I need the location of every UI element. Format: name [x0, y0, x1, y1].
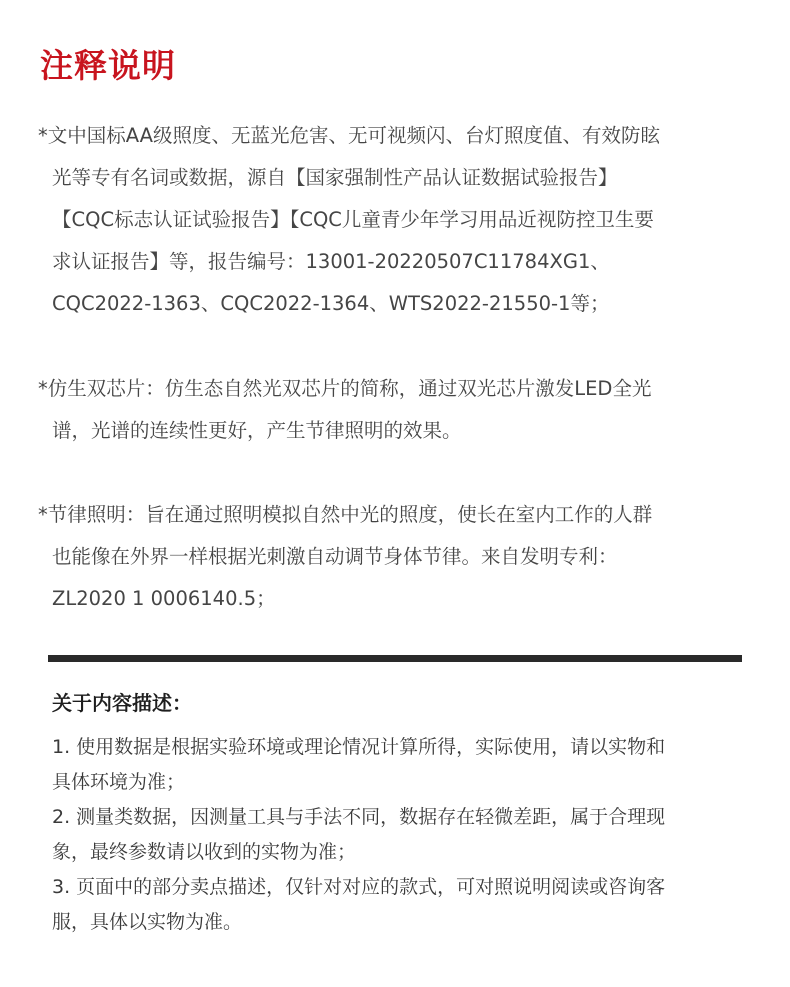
- note-line: 【CQC标志认证试验报告】【CQC儿童青少年学习用品近视防控卫生要: [52, 208, 654, 231]
- note-line: 光等专有名词或数据，源自【国家强制性产品认证数据试验报告】: [52, 166, 618, 189]
- note-line: 也能像在外界一样根据光刺激自动调节身体节律。来自发明专利：: [52, 545, 618, 568]
- page-title: 注释说明: [40, 46, 176, 85]
- note-line: *节律照明：旨在通过照明模拟自然中光的照度，使长在室内工作的人群: [38, 503, 653, 526]
- note-national-standard: [38, 115, 753, 325]
- note-rhythm-lighting: [38, 494, 753, 620]
- note-line: *仿生双芯片：仿生态自然光双芯片的简称，通过双光芯片激发LED全光: [38, 377, 652, 400]
- note-line: 谱，光谱的连续性更好，产生节律照明的效果。: [52, 419, 462, 442]
- description-line: 1. 使用数据是根据实验环境或理论情况计算所得，实际使用，请以实物和: [52, 736, 666, 758]
- note-line: 求认证报告】等，报告编号：13001-20220507C11784XG1、: [52, 250, 610, 273]
- description-line: 具体环境为准；: [52, 771, 186, 793]
- description-title: 关于内容描述：: [52, 691, 192, 715]
- note-line: ZL2020 1 0006140.5；: [52, 587, 276, 610]
- description-line: 2. 测量类数据，因测量工具与手法不同，数据存在轻微差距，属于合理现: [52, 806, 666, 828]
- note-line: *文中国标AA级照度、无蓝光危害、无可视频闪、台灯照度值、有效防眩: [38, 124, 660, 147]
- note-bionic-dual-chip: [38, 368, 753, 452]
- description-line: 象，最终参数请以收到的实物为准；: [52, 841, 357, 863]
- description-line: 服，具体以实物为准。: [52, 911, 243, 933]
- description-line: 3. 页面中的部分卖点描述，仅针对对应的款式，可对照说明阅读或咨询客: [52, 876, 666, 898]
- description-list: [52, 730, 752, 940]
- section-divider: [48, 655, 742, 662]
- note-line: CQC2022-1363、CQC2022-1364、WTS2022-21550-1等；: [52, 292, 610, 315]
